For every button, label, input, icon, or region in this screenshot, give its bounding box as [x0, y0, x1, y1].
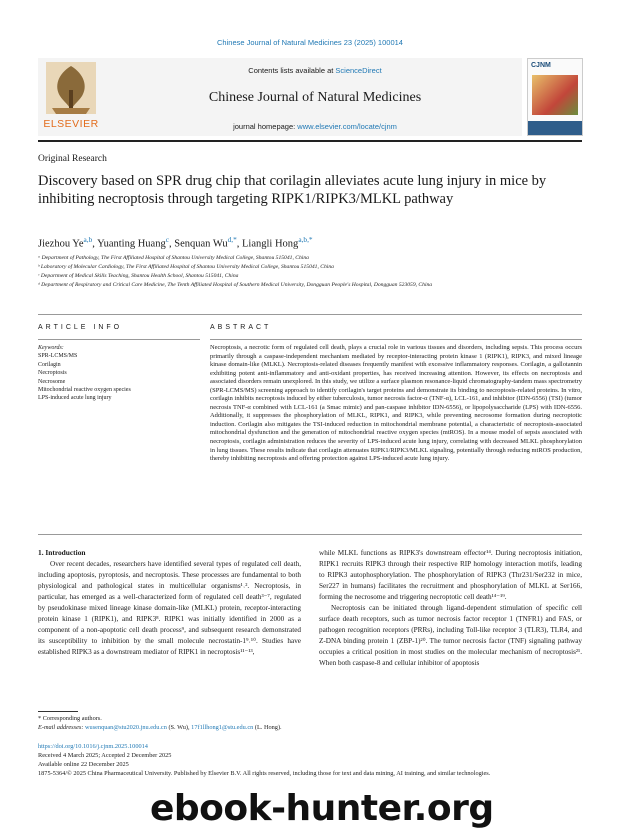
sciencedirect-link[interactable]: ScienceDirect — [335, 66, 382, 75]
email-owner: (S. Wu), — [166, 724, 192, 731]
keyword-item: Corilagin — [38, 361, 61, 368]
journal-cover-thumbnail — [527, 58, 583, 136]
email-link[interactable]: 17f1llhong1@stu.edu.cn — [191, 724, 254, 731]
watermark-text: ebook-hunter.org — [150, 788, 494, 829]
author-name: Liangli Hong — [242, 238, 299, 250]
author-affiliation-marker[interactable]: a,b — [83, 235, 93, 244]
body-paragraph: Necroptosis can be initiated through ligand-dependent stimulation of specific cell surface death receptors, such as tumor necrosis factor receptor 1 (TNFR1) and FAS, or pathogen recognition receptors (PRRs), including Toll-like receptor 3 (TLR3), TLR4, and Z-DNA binding protein 1 (ZBP-1)²⁰. The tumor necrosis factor (TNF) signaling pathway occupies a critical position in most studies on the molecular mechanism of necroptosis²¹. When both caspase-8 and cellular inhibitor of apoptosis — [319, 603, 582, 667]
abstract-end-divider — [38, 534, 582, 535]
publication-info — [38, 742, 582, 778]
header-divider — [38, 140, 582, 142]
keyword-item: Necrosome — [38, 378, 66, 385]
journal-name: Chinese Journal of Natural Medicines — [208, 90, 422, 105]
journal-homepage-line — [110, 122, 520, 131]
author-affiliation-marker[interactable]: c — [165, 235, 169, 244]
author-name: Senquan Wu — [174, 238, 228, 250]
contents-prefix: Contents lists available at — [248, 66, 336, 75]
keywords-label: Keywords: — [38, 345, 64, 351]
keyword-item: Necroptosis — [38, 370, 67, 377]
affiliation-item: ᵈ Department of Respiratory and Critical Care Medicine, The Tenth Affiliated Hospital of Southern Medical University, Dongguan People's Hospital, Dongguan 523059, China — [38, 281, 433, 288]
copyright-notice: 1875-5364/© 2025 China Pharmaceutical University. Published by Elsevier B.V. All rights reserved, including those for text and data mining, AI training, and similar technologies. — [38, 770, 491, 777]
keyword-item: LPS-induced acute lung injury — [38, 395, 112, 402]
keyword-item: SPR-LCMS/MS — [38, 353, 78, 360]
available-date: Available online 22 December 2025 — [38, 761, 129, 768]
abstract-text: Necroptosis, a necrotic form of regulated cell death, plays a crucial role in various tissues and disorders, including sepsis. This process occurs primarily through a caspase-independent mechanism mediated by receptor-interacting protein kinase 1 (RIPK1), RIPK3, and mixed lineage kinase domain-like (MLKL). Necroptosis-related diseases frequently manifest with excessive inflammatory responses. Corilagin, a gallotannin exhibiting potent anti-inflammatory and anti-oxidant properties, has received increasing attention. However, its effects on necroptosis and associated disorders remain unexplored. In this study, we utilize a surface plasmon resonance-liquid chromatography-tandem mass spectrometry (SPR-LCMS/MS) screening approach to identify corilagin's target proteins and demonstrate its binding to necroptosis-related proteins. In vitro, corilagin inhibits necroptosis induced by either tuberculosis, tumor necrosis factor-α (TNF-α), LCL-161, and inhibitor (IDN-6556) (TSI) (tumor necrosis TNF-α combined with LCL-161 (a Smac mimic) and pan-caspase inhibitor IDN-6556), or lipopolysaccharide (LPS) with IDN-6556. Additionally, it suppresses the phosphorylation of MLKL, RIPK1, and RIPK3, while preventing necrosome formation during necroptotic induction. Corilagin also mitigates the TSI-induced reduction in mitochondrial membrane potential, a characteristic of necroptosis-associated mitochondrial dysfunction and the generation of mitochondrial reactive oxygen species (mtROS). In a mouse model of sepsis associated with necroptosis, corilagin administration reduces the severity of LPS-induced acute lung injury, correlating with decreased MLKL phosphorylation in lung tissues. These results indicate that corilagin attenuates RIPK1/RIPK3/MLKL signaling, potentially through reducing mtROS production, thereby inhibiting necroptosis and offering protection against LPS-induced acute lung injury. — [210, 344, 582, 463]
cover-title: CJNM — [531, 62, 551, 69]
received-dates: Received 4 March 2025; Accepted 2 December 2025 — [38, 752, 172, 759]
elsevier-logo — [40, 60, 102, 132]
article-info-heading: ARTICLE INFO — [38, 324, 123, 331]
author-list: Jiezhou Ye$^{a,b}$, Yuanting Huang$^c$, Senquan $Wu^{d,*}$, Liangli Hong$^{a,b,*}$ — [38, 235, 313, 250]
affiliation-item: ᵇ Laboratory of Molecular Cardiology, The First Affiliated Hospital of Shantou University Medical College, Shantou 515041, China — [38, 263, 334, 270]
introduction-heading: 1. Introduction — [38, 548, 86, 557]
cover-footer-bar — [528, 121, 582, 135]
author-name: Jiezhou Ye — [38, 238, 84, 250]
article-info-divider — [38, 339, 200, 340]
body-paragraph: while MLKL functions as RIPK3's downstream effector¹⁴. During necroptosis initiation, RIPK1 recruits RIPK3 through their respective RIP homology interaction motifs, leading to RIPK3 autophosphorylation. The phosphorylation of RIPK3 (Thr231/Ser232 in mice, Ser227 in humans) facilitates the recruitment and phosphorylation of MLKL at Ser166, forming the necrosome and triggering necroptotic cell death¹⁴⁻¹⁹. — [319, 549, 582, 601]
homepage-link[interactable]: www.elsevier.com/locate/cjnm — [297, 122, 397, 131]
email-label: E-mail addresses: — [38, 724, 85, 731]
footnote-divider — [38, 711, 78, 712]
abstract-divider — [210, 339, 582, 340]
corresponding-note: * Corresponding authors. — [38, 715, 102, 722]
keywords-block — [38, 344, 208, 403]
contents-line — [110, 66, 520, 75]
body-paragraph: Over recent decades, researchers have identified several types of regulated cell death, including apoptosis, pyroptosis, and necroptosis. These processes are fundamental to both physiological and pathological states in multicellular organisms¹˒². Necroptosis, in particular, has emerged as a well-characterized form of regulated cell death³⁻⁷, regulated by pseudokinase mixed lineage kinase domain-like (MLKL) protein, receptor-interacting protein kinase 1 (RIPK1), and RIPK3⁸. RIPK1 was initially identified in 2000 as a component of a non-apoptotic cell death process⁹, and subsequent research demonstrated its susceptibility to inhibition by the small molecule necrostatin-1⁹˒¹⁰. Studies have established RIPK3 as a downstream mediator of RIPK1 in necroptosis¹¹⁻¹³, — [38, 559, 301, 656]
author-name: Yuanting Huang — [97, 238, 166, 250]
body-column-left — [38, 548, 301, 658]
body-column-right — [319, 548, 582, 668]
email-line — [38, 723, 438, 732]
keyword-item: Mitochondrial reactive oxygen species — [38, 387, 131, 394]
article-title: Discovery based on SPR drug chip that corilagin alleviates acute lung injury in mice by inhibiting necroptosis through targeting RIPK1/RIPK3/MLKL pathway — [38, 173, 547, 207]
affiliation-item: ᵃ Department of Pathology, The First Affiliated Hospital of Shantou University Medical College, Shantou 515041, China — [38, 255, 309, 261]
article-type: Original Research — [38, 154, 107, 164]
journal-reference[interactable]: Chinese Journal of Natural Medicines 23 (2025) 100014 — [217, 38, 403, 47]
author-affiliation-marker[interactable]: a,b,* — [298, 235, 313, 244]
affiliation-divider — [38, 314, 582, 315]
cover-image — [532, 75, 578, 115]
affiliation-list — [38, 254, 582, 290]
author-affiliation-marker[interactable]: d,* — [227, 235, 237, 244]
abstract-heading: ABSTRACT — [210, 324, 272, 331]
homepage-prefix: journal homepage: — [233, 122, 298, 131]
footnote-block — [38, 714, 438, 732]
affiliation-item: ᶜ Department of Medical Skills Teaching, Shantou Health School, Shantou 515041, China — [38, 272, 239, 279]
email-link[interactable]: wusenquan@stu2020.jnu.edu.cn — [85, 724, 167, 731]
email-owner: (L. Hong). — [253, 724, 282, 731]
elsevier-wordmark: ELSEVIER — [43, 118, 99, 130]
doi-link[interactable]: https://doi.org/10.1016/j.cjnm.2025.100014 — [38, 743, 148, 750]
